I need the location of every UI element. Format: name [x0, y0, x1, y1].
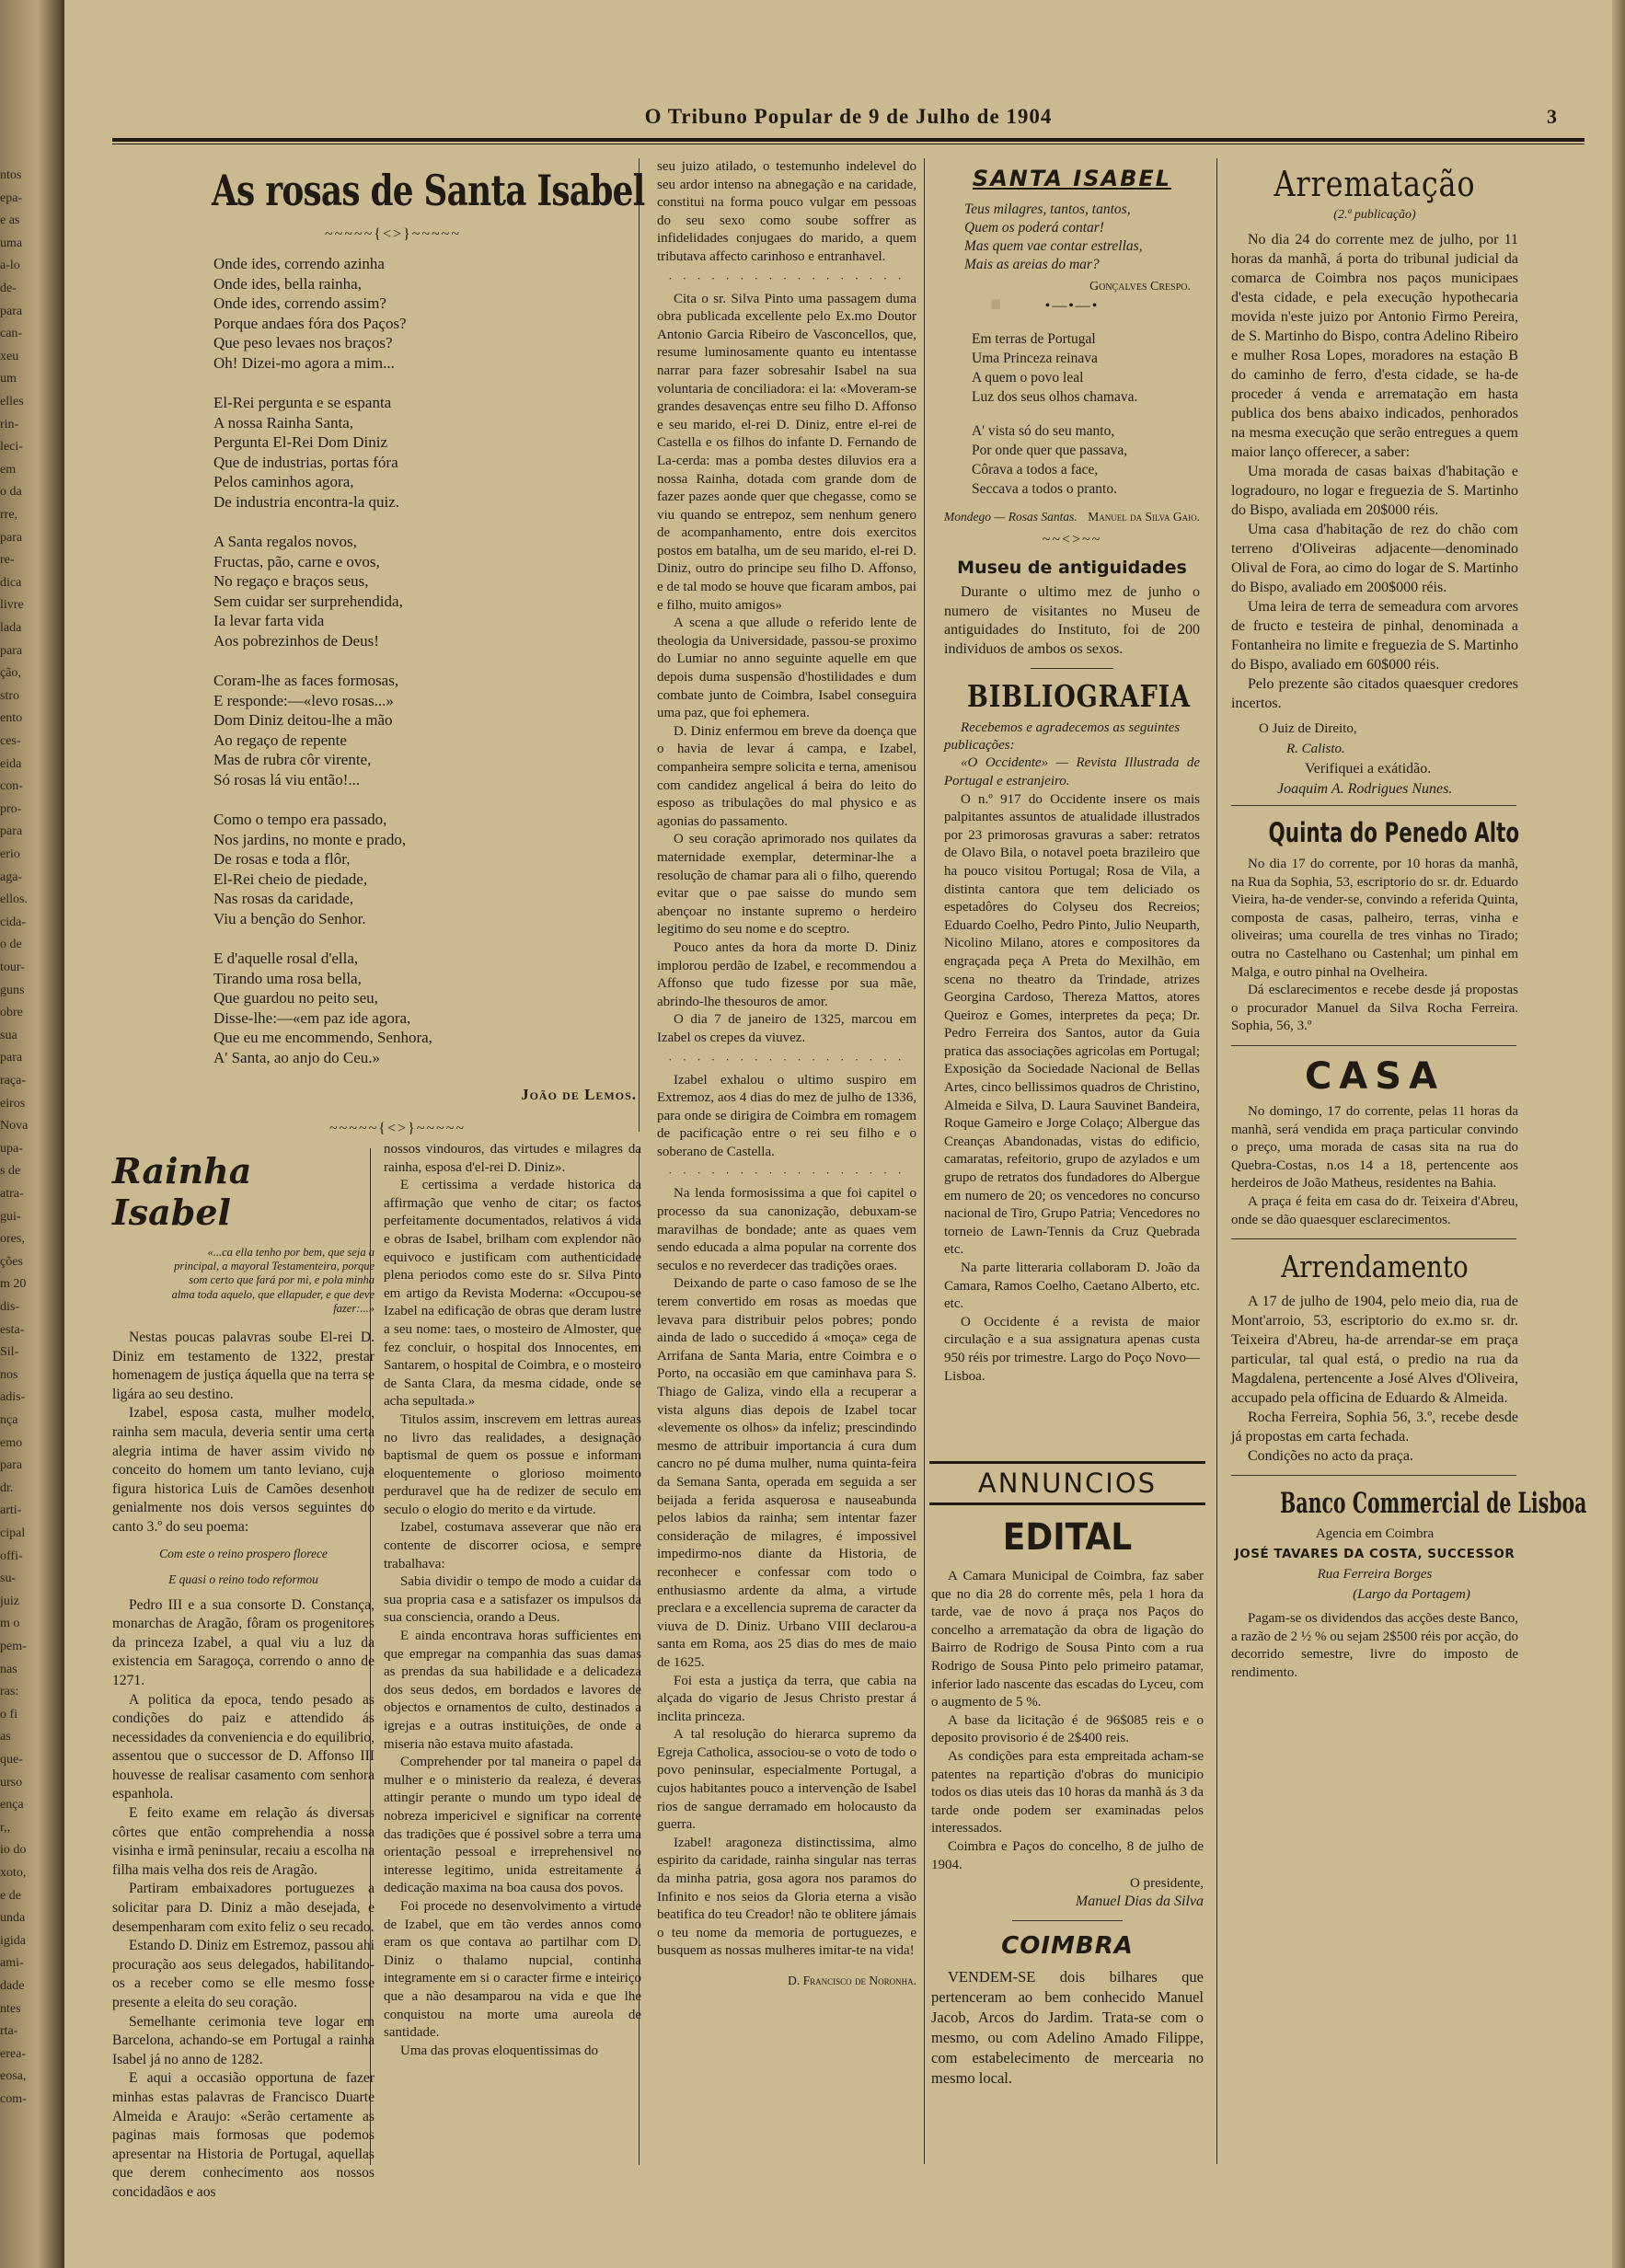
gutter-fragment: s de — [0, 1164, 21, 1179]
paragraph: Comprehender por tal maneira o papel da mulher e o ministerio da realeza, é deveras attingir perante o mundo um typo ideal de nobreza impericivel e significar na corrente das tradições que é possivel sobre a terra uma orientação pessoal e irreprehensivel no interesse legitimo, unida estreitamente á dedicação maxima na boa causa dos povos. — [384, 1755, 641, 1896]
poem-line: E d'aquelle rosal d'ella, — [213, 950, 359, 967]
gutter-fragment: ção, — [0, 666, 21, 681]
gutter-fragment: can- — [0, 327, 23, 341]
poem-source — [944, 510, 1200, 524]
running-head — [112, 101, 1585, 138]
header-rule — [112, 138, 1585, 144]
poem-line: A Santa regalos novos, — [213, 533, 357, 550]
gutter-fragment: con- — [0, 779, 23, 794]
gutter-fragment: cipal — [0, 1526, 26, 1540]
gutter-fragment: ento — [0, 711, 23, 726]
separator-rule — [1031, 668, 1113, 669]
epigraph-line: Teus milagres, tantos, tantos, — [964, 201, 1131, 217]
gutter-fragment: aga- — [0, 869, 23, 884]
poem-line: De industria encontra-la quiz. — [213, 492, 400, 511]
gutter-fragment: ntes — [0, 2001, 21, 2016]
gutter-fragment: nos — [0, 1367, 18, 1382]
edital-title: EDITAL — [1002, 1516, 1133, 1559]
poem-line: De rosas e toda a flôr, — [213, 850, 351, 868]
paragraph: Dá esclarecimentos e recebe desde já propostas o procurador Manuel da Silva Rocha Ferreira. Sophia, 56, 3.º — [1231, 983, 1518, 1034]
ad-title-arrendamento: Arrendamento — [1281, 1249, 1469, 1285]
poem-stanza — [213, 393, 646, 512]
poem-lines — [972, 329, 1200, 499]
banco-street: Rua Ferreira Borges — [1317, 1567, 1433, 1583]
sign-verification: Verifiquei a exátidão. — [1305, 761, 1432, 777]
gutter-fragment: eida — [0, 756, 22, 771]
verse-quote: Com este o reino prospero florece — [159, 1546, 328, 1560]
gutter-fragment: igida — [0, 1933, 26, 1948]
poem-line: Uma Princeza reinava — [972, 351, 1098, 366]
paragraph: Pagam-se os dividendos das acções deste Banco, a razão de 2 ½ % ou sejam 2$500 réis por acção, do decorrido semestre, livre do imposto de rendimento. — [1231, 1611, 1518, 1680]
poem-line: Mas de rubra côr virente, — [213, 751, 372, 768]
gutter-fragment: Sil- — [0, 1345, 19, 1360]
gutter-fragment: uma — [0, 236, 23, 250]
ornament: ~~<>~~ — [1042, 532, 1102, 547]
poem-line: Que de industrias, portas fóra — [213, 453, 398, 471]
gutter-fragment: emo — [0, 1435, 23, 1450]
paragraph: Uma casa d'habitação de rez do chão com terreno d'Oliveiras adjacente—denominado Olival de Fora, ao cimo do logar de S. Martinho do Bispo, avaliado em 200$000 réis. — [1231, 522, 1518, 595]
paragraph: O Occidente é a revista de maior circulação e a sua assignatura apenas custa 950 réis por trimestre. Largo do Poço Novo—Lisboa. — [944, 1314, 1200, 1384]
poem-line: Porque andaes fóra dos Paços? — [213, 314, 407, 332]
article-rainha-isabel-col2 — [375, 1141, 641, 2060]
banco-agency: Agencia em Coimbra — [1315, 1526, 1435, 1542]
poem-line: El-Rei pergunta e se espanta — [213, 394, 392, 411]
article-rainha-isabel-col1 — [112, 1141, 375, 2203]
gutter-fragment: ença — [0, 1798, 24, 1813]
gutter-fragment: lada — [0, 621, 22, 635]
dot-separator: · · · · · · · · · · · · · · · · · — [668, 1166, 905, 1180]
ghost-print: · — [986, 276, 1006, 334]
gutter-fragment: offi- — [0, 1548, 23, 1563]
gutter-fragment: xoto, — [0, 1866, 27, 1880]
gutter-fragment: pro- — [0, 801, 22, 816]
paragraph: A tal resolução do hierarca supremo da Egreja Catholica, associou-se o voto de todo o povo peninsular, especialmente Portugal, a cujos habitantes pouco a intervenção de Isabel rios de sangue derramado em holocausto da guerra. — [657, 1727, 916, 1833]
poem-line: Oh! Dizei-mo agora a mim... — [213, 353, 395, 372]
gutter-fragment: adis- — [0, 1390, 26, 1405]
paragraph: VENDEM-SE dois bilhares que pertenceram ao bem conhecido Manuel Jacob, Arcos do Jardim. Trata-se com o mesmo, ou com Adelino Amado Filippe, com estabelecimento de mercearia no mesmo local. — [931, 1968, 1204, 2088]
gutter-fragment: o fi — [0, 1707, 18, 1721]
paragraph: Izabel, esposa casta, mulher modelo, rainha sem macula, deveria sentir uma certa alegria intima de haver assim vivido no conceito do homem um tanto leviano, cuja figura historica Luis de Camões desenhou genialmente nos dois versos seguintes do canto 3.º do seu poema: — [112, 1405, 375, 1535]
poem-stanza — [213, 532, 646, 650]
gutter-fragment: esta- — [0, 1322, 25, 1337]
gutter-fragment: livre — [0, 598, 24, 613]
paragraph: Durante o ultimo mez de junho o numero de visitantes no Museu de antiguidades do Instituto, foi de 200 individuos de ambos os sexos. — [944, 584, 1200, 657]
bibliografia-subtitle: Recebemos e agradecemos as seguintes publicações: — [944, 720, 1181, 754]
gutter-fragment: atra- — [0, 1187, 24, 1201]
gutter-fragment: ores, — [0, 1232, 25, 1247]
paragraph: No dia 17 do corrente, por 10 horas da manhã, na Rua da Sophia, 53, escriptorio do sr. dr. Eduardo Vieira, ha-de vender-se, convindo a referida Quinta, composta de casas, palheiro, terras, vinha e oliveiras; uma courella de tres vinhas no Tirado; outra no Castelhano ou Castenhal; um pinhal em Malga, e outro pinhal na Ovelheira. — [1231, 857, 1518, 980]
paragraph: A praça é feita em casa do dr. Teixeira d'Abreu, onde se dão quaesquer esclarecimentos. — [1231, 1193, 1518, 1227]
gutter-fragment: pem- — [0, 1640, 27, 1653]
gutter-fragment: ntos — [0, 168, 22, 182]
gutter-fragment: um — [0, 372, 17, 386]
gutter-fragment: para — [0, 643, 23, 658]
gutter-fragment: ellos. — [0, 892, 28, 907]
gutter-fragment: urso — [0, 1775, 23, 1790]
poem-line: Viu a benção do Senhor. — [213, 909, 366, 927]
gutter-fragment: arti- — [0, 1503, 22, 1518]
gutter-fragment: para — [0, 1051, 23, 1065]
poem-line: Coram-lhe as faces formosas, — [213, 672, 399, 689]
paragraph: No domingo, 17 do corrente, pelas 11 horas da manhã, será vendida em praça particular convindo o preço, uma morada de casas sita na rua do Quebra-Costas, n.os 14 a 18, pertencente aos herdeiros de João Matheus, residentes na Bahia. — [1231, 1103, 1518, 1192]
section-title-bibliografia: BIBLIOGRAFIA — [967, 678, 1191, 715]
page-number: 3 — [1547, 105, 1557, 128]
gutter-fragment: Nova — [0, 1119, 29, 1134]
gutter-fragment: xeu — [0, 349, 19, 363]
gutter-fragment: rta- — [0, 2024, 18, 2039]
gutter-fragment: rin- — [0, 417, 19, 432]
gutter-fragment: nas — [0, 1662, 17, 1676]
poem-line: Como o tempo era passado, — [213, 811, 387, 828]
gutter-fragment: de- — [0, 282, 17, 295]
poem-line: A' Santa, ao anjo do Ceu.» — [213, 1048, 381, 1066]
gutter-fragment: o de — [0, 938, 22, 952]
gutter-fragment: dr. — [0, 1480, 14, 1495]
poem-line: Seccava a todos o pranto. — [972, 481, 1117, 497]
poem-author: João de Lemos. — [521, 1086, 637, 1103]
edital-sign-role: O presidente, — [1130, 1876, 1204, 1892]
poem-stanza — [213, 810, 646, 928]
separator-rule — [1012, 1920, 1123, 1921]
paragraph: A Camara Municipal de Coimbra, faz saber que no dia 28 do corrente mês, pela 1 hora da tarde, vae de novo á praça nos Paços do concelho a arrematação da obra de ligação do Bairro de Rodrigo de Sousa Pinto com a rua Rodrigo de Sousa Pinto pelo primeiro patamar, inferior lado nascente das escadas do Lyceu, com o augmento de 5 %. — [931, 1569, 1204, 1710]
epigraph-line: Mas quem vae contar estrellas, — [964, 238, 1143, 254]
gutter-fragment: juiz — [0, 1594, 19, 1608]
article-signature: D. Francisco de Noronha. — [788, 1974, 916, 1987]
poem-line: Ao regaço de repente — [213, 731, 347, 749]
paragraph: A scena a que allude o referido lente de theologia da Universidade, passou-se proximo do Lumiar no anno seguinte aquelle em que depois duma suspensão d'hostilidades e dum combate junto de Coimbra, Isabel conseguira uma paz, que foi ephemera. — [657, 616, 916, 721]
poem-line: Tirando uma rosa bella, — [213, 969, 362, 987]
paragraph: Partiram embaixadores portuguezes a solicitar para D. Diniz a mão desejada, e desempenharam com exito feliz o seu recado. — [112, 1881, 375, 1935]
gutter-fragment: as — [0, 1730, 11, 1744]
gutter-fragment: ami- — [0, 1956, 24, 1971]
paragraph: Foi esta a justiça da terra, que cabia na alçada do vigario de Jesus Christo prestar á inclita princeza. — [657, 1673, 916, 1724]
edital-body — [924, 1568, 1211, 1911]
separator-rule — [1231, 1238, 1516, 1239]
gutter-fragment: e as — [0, 213, 20, 228]
epigraph-line: Mais as areias do mar? — [964, 257, 1100, 272]
article-epigraph: «...ca ella tenho por bem, que seja a principal, a mayoral Testamenteira, porque som certo que fará por mi, e pola minha alma toda aquelo, que ellapuder, e que deve fazer:...» — [171, 1246, 375, 1315]
ad-title-quinta: Quinta do Penedo Alto — [1268, 817, 1520, 848]
ad-title-casa: CASA — [1304, 1054, 1446, 1098]
paragraph: No dia 24 do corrente mez de julho, por 11 horas da manhã, á porta do tribunal judicial da comarca de Coimbra nos paços municipaes d'esta cidade, e pela execução hypothecaria movida n'este juizo por Antonio Firmo Pereira, de S. Martinho do Bispo, contra Adelino Ribeiro e mulher Rosa Lopes, moradores na estação B do caminho de ferro, d'esta cidade, se ha-de proceder á venda e arrematação em hasta publica dos bens abaixo indicados, penhorados na mesma execução que serão entregues a quem maior lanço offerecer, a saber: — [1231, 232, 1518, 460]
previous-page-gutter — [0, 0, 64, 2268]
gutter-fragment: com- — [0, 2092, 27, 2106]
poem-line: Pelos caminhos agora, — [213, 473, 354, 490]
poem-stanza — [213, 671, 646, 789]
gutter-fragment: sua — [0, 1028, 17, 1042]
gutter-fragment: que- — [0, 1753, 23, 1767]
gutter-fragment: nça — [0, 1413, 18, 1427]
gutter-fragment: dica — [0, 575, 22, 590]
poem-line: A nossa Rainha Santa, — [213, 413, 354, 432]
paragraph: nossos vindouros, das virtudes e milagres da rainha, esposa d'el-rei D. Diniz». — [384, 1142, 641, 1175]
paragraph: A base da licitação é de 96$085 reis e o deposito provisorio é de 2$400 reis. — [931, 1712, 1204, 1746]
gutter-fragment: para — [0, 304, 23, 318]
gutter-fragment: upa- — [0, 1141, 23, 1156]
gutter-fragment: re- — [0, 553, 15, 568]
poem-line: Ia levar farta vida — [213, 612, 325, 629]
poem-line: Nos jardins, no monte e prado, — [213, 830, 407, 848]
gutter-fragment: elles — [0, 395, 24, 409]
gutter-fragment: tour- — [0, 961, 25, 974]
gutter-fragment: em — [0, 462, 17, 477]
paragraph: E feito exame em relação ás diversas côrtes que então comprehendia a nossa visinha e irmã peninsular, recaiu a escolha na filha mais velha dos reis de Aragão. — [112, 1805, 375, 1878]
poem-line: Em terras de Portugal — [972, 331, 1096, 347]
poem-line: A quem o povo leal — [972, 370, 1084, 386]
paragraph: Semelhante cerimonia teve logar em Barcelona, achando-se em Portugal a rainha Isabel já no anno de 1282. — [112, 2013, 375, 2067]
poem-line: Pergunta El-Rei Dom Diniz — [213, 433, 388, 451]
epigraph-author: Gonçalves Crespo. — [1089, 280, 1191, 294]
epigraph-line: Quem os poderá contar! — [964, 220, 1104, 236]
poem-line: Que eu me encommendo, Senhora, — [213, 1029, 432, 1046]
gutter-fragment: raça- — [0, 1074, 26, 1088]
poem-line: Aos pobrezinhos de Deus! — [213, 631, 379, 650]
paragraph: D. Diniz enfermou em breve da doença que o havia de levar á campa, e Izabel, companheira sempre solicita e terna, amenisou com candidez angelical á beira do leito do esposo as tribulações do mal physico e as agonias do passamento. — [657, 723, 916, 829]
paragraph: Uma morada de casas baixas d'habitação e logradouro, no logar e freguezia de S. Martinho do Bispo, avaliada em 20$000 réis. — [1231, 464, 1518, 518]
sign-name: Joaquim A. Rodrigues Nunes. — [1277, 781, 1453, 797]
paragraph: Pedro III e a sua consorte D. Constança, monarchas de Aragão, fôram os progenitores da princeza Izabel, a qual viu a luz da existencia em Saragoça, correndo o anno de 1271. — [112, 1596, 375, 1688]
gutter-fragment: erio — [0, 847, 20, 861]
column-santa-isabel — [931, 158, 1207, 1386]
article-rainha-isabel-continued — [644, 158, 920, 1988]
poem-stanzas — [213, 254, 646, 1088]
paragraph: Foi procede no desenvolvimento a virtude de Izabel, que em tão verdes annos como eram os que contava ao partilhar com D. Diniz o thalamo nupcial, continha integramente em si o caracter firme e inteiriço que a não desamparou na vida e que lhe conquistou na morte uma aureola de santidade. — [384, 1898, 641, 2041]
gutter-fragment: eosa, — [0, 2069, 27, 2084]
gutter-fragment: erea- — [0, 2046, 26, 2061]
column-rule — [1216, 158, 1217, 2164]
verse-quote: E quasi o reino todo reformou — [168, 1571, 318, 1586]
ad-title-arrematacao: Arrematação — [1273, 164, 1476, 204]
dot-separator: · · · · · · · · · · · · · · · · · — [668, 1052, 905, 1066]
gutter-fragment: ras: — [0, 1685, 19, 1699]
paragraph: A 17 de julho de 1904, pelo meio dia, rua de Mont'arroio, 53, escriptorio do ex.mo sr. dr. Teixeira d'Abreu, ha-de arrendar-se em praça particular, tal qual está, o predio na rua da Magdalena, pertencente a José Alves d'Oliveira, accupado pela officina de Eduardo & Almeida. — [1231, 1294, 1518, 1407]
paragraph: Na parte litteraria collaboram D. João da Camara, Ramos Coelho, Caetano Alberto, etc. etc. — [944, 1261, 1200, 1312]
paragraph: Nestas poucas palavras soube El-rei D. Diniz em testamento de 1322, prestar homenagem de justiça áquella que na terra se ligára ao seu destino. — [112, 1330, 375, 1402]
gutter-fragment: su- — [0, 1571, 17, 1586]
ad-title-banco: Banco Commercial de Lisboa — [1280, 1487, 1587, 1521]
paragraph: Deixando de parte o caso famoso de se lhe terem convertido em rosas as moedas que levava para distribuir pelos pobres; pondo ainda de lado o succedido á «moça» cega de Arrifana de Santa Maria, entre Coimbra e o Porto, na occasião em que caminhava para S. Thiago de Galiza, vindo ella a recuperar a vista alguns dias depois de Izabel tocar «levemente os olhos» da infeliz; prescindindo mesmo de attribuir importancia á cura dum cancro no pé duma mulher, numa quinta-feira da Semana Santa, operada em seguida a ser beijada a ferida asquerosa e nauseabunda pelos labios da rainha; sem intentar fazer consideração de milagres, é impossivel impedirmo-nos diante da Historia, de reconhecer e confessar com todo o enthusiasmo ardente da alma, a virtude preclara e a excellencia suprema de caracter da viuva de D. Diniz. Urbano VIII declarou-a santa em Roma, aos 25 dias do mes de maio de 1625. — [657, 1276, 916, 1670]
paragraph: E certissima a verdade historica da affirmação que venho de citar; os factos perfeitamente documentados, relativos á vida e obras de Isabel, brilham com explendor não equivoco e justificam com authenticidade plena periodos como este do sr. Silva Pinto em artigo da Revista Moderna: «Occupou-se Izabel na edificação de obras que deram lustre a seu nome: taes, o mosteiro de Almoster, que fez concluir, o hospital dos Innocentes, em Santarem, o hospital de Coimbra, e o mosteiro de Santa Clara, da mesma cidade, onde se acha sepultada.» — [384, 1178, 641, 1410]
gutter-fragment: a-lo — [0, 259, 20, 273]
poem-line: Por onde quer que passava, — [972, 443, 1128, 458]
poem-line: Onde ides, correndo assim? — [213, 294, 386, 312]
paragraph: Izabel! aragoneza distinctissima, almo espirito da caridade, rainha singular nas terras da minha patria, gosa agora nos paramos do Infinito e nos seios da Gloria eterna a visão beatifica do teu Creador! não te oblitere jámais o teu nome da memoria de portuguezes, e busquem as nossas mulheres imitar-te na vida! — [657, 1835, 916, 1959]
paragraph: O n.º 917 do Occidente insere os mais palpitantes assuntos de atualidade illustrados por 23 primorosas gravuras a saber: retratos de Olavo Bila, o notavel poeta brazileiro que ha pouco visitou Portugal; Rosa de Vila, a distinta cantora que tem deliciado os espetadôres do Colyseu dos Recreios; Eduardo Coelho, Pedro Pinto, Julio Neuparth, Nicolino Milano, atores e compositores da engraçada peça A Preta do Mexilhão, em scena no theatro da Trindade, atrizes Georgina Cardoso, Thereza Mattos, atores Queiroz e Gomes, interpretes da peça; Dr. Pedro Ferreira dos Santos, autor da Guia pratica das associações agricolas em Portugal; Exposição da Sociedade Nacional de Bellas Artes, cinco bellissimos quadros de Christino, Almeida e Silva, D. Laura Sauvinet Bandeira, Roque Gameiro e Jorge Colaço; Albergue das Creanças Abandonadas, vistas do edificio, camaratas, refeitorio, grupo de azylados e um grupo de retratos dos fundadores do Albergue em numero de 20; os vencedores no concurso nacional de Tiro, Grupo Patria; Vencedores no torneio de Lawn-Tennis da Cruz Quebrada etc. — [944, 791, 1200, 1258]
poem-line: No regaço e braços seus, — [213, 572, 369, 590]
gutter-fragment: para — [0, 824, 23, 839]
paragraph: Cita o sr. Silva Pinto uma passagem duma obra publicada excellente pelo Ex.mo Doutor Antonio Garcia Ribeiro de Vasconcellos, que, resume luminosamente quanto eu intentasse narrar para fazer sobresahir Isabel na sua voluntaria de conciliadora: ei la: «Moveram-se grandes desavenças entre seu filho D. Affonso e seu marido, el-rei D. Diniz, entre el-rei de Castella e os filhos do infante D. Fernando de La-cerda: mas a pomba destes diluvios era a nossa Rainha, dotada com grande dom de fazer pazes aonde quer que chegasse, como se viu quando se entrepoz, sem nenhum genero de acompanhamento, entre dois exercitos postos em batalha, um de seu marido, el-rei D. Diniz, outro do principe seu filho D. Affonso, e de tal modo se houve que ficaram ambos, pai e filho, muito amigos» — [657, 291, 916, 613]
paragraph: O dia 7 de janeiro de 1325, marcou em Izabel os crepes da viuvez. — [657, 1012, 916, 1045]
paragraph: Uma leira de terra de semeadura com arvores de fructo e testeira de pinhal, denominada a Fontanheira no limite e freguezia de S. Martinho do Bispo, avaliado em 60$000 réis. — [1231, 599, 1518, 673]
paragraph: E ainda encontrava horas sufficientes em que empregar na companhia das suas damas as prendas da sua habilidade e a delicadeza dos seus dedos, em bordados e lavores de objectos e ornamentos de culto, destinados a igrejas e a outras instituições, de onde a miseria não estava muito afastada. — [384, 1629, 641, 1752]
annuncios-section — [924, 1461, 1211, 2089]
section-title-annuncios: ANNUNCIOS — [929, 1461, 1205, 1505]
paragraph: E aqui a occasião opportuna de fazer minhas estas palavras de Francisco Duarte Almeida e Araujo: «Serão certamente as paginas mais formosas que podemos apresentar na Historia de Portugal, aquellas que derem conhecimento aos nossos concidadãos e aos — [112, 2070, 375, 2200]
gutter-fragment: ções — [0, 1254, 23, 1269]
paragraph: Coimbra e Paços do concelho, 8 de julho de 1904. — [931, 1838, 1204, 1872]
poem-line: Dom Diniz deitou-lhe a mão — [213, 711, 393, 729]
poem-stanza — [213, 254, 646, 373]
paragraph: Rocha Ferreira, Sophia 56, 3.º, recebe desde já propostas em carta fechada. — [1231, 1410, 1518, 1445]
ornament: •—•—• — [1044, 298, 1100, 314]
poem-line: Côrava a todos a face, — [972, 462, 1099, 478]
poem-line: Que guardou no peito seu, — [213, 989, 378, 1007]
gutter-fragment: stro — [0, 688, 19, 703]
banco-agent: JOSÉ TAVARES DA COSTA, SUCCESSOR — [1234, 1547, 1516, 1562]
paragraph: Estando D. Diniz em Estremoz, passou ahi procuração aos seus delegados, habilitando-os a receber como se elle mesmo fosse presente a eleita do seu coração. — [112, 1938, 375, 2011]
stanza-gap — [972, 407, 1200, 421]
ornament: ~~~~~{<>}~~~~~ — [329, 1121, 466, 1136]
poem-stanza — [213, 949, 646, 1067]
section-title-museu: Museu de antiguidades — [957, 558, 1187, 578]
poem-line: Nas rosas da caridade, — [213, 890, 353, 907]
gutter-fragment: m o — [0, 1617, 20, 1631]
paragraph: Pouco antes da hora da morte D. Diniz implorou perdão de Izabel, e recommendou a Affonso que tudo fizesse por sua mãe, abrindo-lhe thesouros de amor. — [657, 939, 916, 1009]
gutter-fragment: epa- — [0, 190, 23, 205]
gutter-fragment: unda — [0, 1911, 26, 1926]
paragraph: Na lenda formosissima a que foi capitel o processo da sua canonização, debuxam-se maravilhas de bondade; ante as quaes vem sendo educada a alma popular na corrente dos seculos e no reverdecer das tradições oraes. — [657, 1186, 916, 1273]
article-title: Rainha Isabel — [112, 1150, 252, 1233]
paragraph: Izabel exhalou o ultimo suspiro em Extremoz, aos 4 dias do mez de julho de 1336, para onde se dirigira de Coimbra em romagem de pacificação entre o rei seu filho e o soberano de Castella. — [657, 1072, 916, 1159]
dot-separator: · · · · · · · · · · · · · · · · · — [668, 271, 905, 285]
poem-line: Disse-lhe:—«em paz ide agora, — [213, 1008, 411, 1027]
poem-line: E responde:—«levo rosas...» — [213, 691, 394, 709]
gutter-fragment: io do — [0, 1843, 27, 1858]
poem-line: Luz dos seus olhos chamava. — [972, 389, 1138, 405]
paragraph: O seu coração aprimorado nos quilates da maternidade exemplar, determinar-lhe a resolução de chamar para ali o filho, querendo evitar que o pae saisse do mundo sem abençoar no instante supremo o herdeiro legitimo do seu nome e do sceptro. — [657, 832, 916, 938]
ad-title-coimbra: COIMBRA — [1001, 1932, 1134, 1961]
gutter-fragment: gui- — [0, 1209, 21, 1224]
gutter-fragment: m 20 — [0, 1277, 27, 1292]
ad-body-coimbra — [924, 1967, 1211, 2089]
edital-sign-name: Manuel Dias da Silva — [1075, 1894, 1204, 1910]
poem-epigraph — [964, 201, 1200, 274]
poem-title: As rosas de Santa Isabel — [212, 166, 645, 215]
page-edge — [1612, 0, 1625, 2268]
paragraph: Titulos assim, inscrevem em lettras aureas no livro das realidades, a designação baptismal de quem os possue e informam eloquentemente o glorioso moimento perduravel que ha de redizer de seculo em seculo o elogio do merito e da virtude. — [384, 1411, 641, 1517]
gutter-fragment: o da — [0, 485, 22, 500]
gutter-fragment: dade — [0, 1979, 25, 1993]
paragraph: Pelo prezente são citados quaesquer credores incertos. — [1231, 676, 1518, 711]
gutter-fragment: r,, — [0, 1820, 11, 1835]
gutter-fragment: ces- — [0, 734, 21, 748]
gutter-fragment: para — [0, 1458, 23, 1473]
gutter-fragment: obre — [0, 1006, 23, 1020]
poem-line: Onde ides, bella rainha, — [213, 274, 362, 293]
poem-line: Sem cuidar ser surprehendida, — [213, 592, 403, 610]
poem-line: El-Rei cheio de piedade, — [213, 869, 368, 888]
poem-line: Só rosas lá viu então!... — [213, 770, 361, 789]
gutter-fragment: para — [0, 530, 23, 545]
poem-line: Que peso levaes nos braços? — [213, 334, 393, 351]
gutter-fragment: cida- — [0, 915, 26, 929]
section-title-santa-isabel: SANTA ISABEL — [972, 166, 1172, 191]
gutter-fragment: eiros — [0, 1096, 26, 1111]
gutter-fragment: leci- — [0, 440, 23, 455]
paragraph: Condições no acto da praça. — [1248, 1448, 1413, 1465]
poem-rosas-santa-isabel — [112, 158, 674, 1115]
poem-line: A' vista só do seu manto, — [972, 423, 1115, 439]
paragraph: seu juizo atilado, o testemunho indelevel do seu ardor intenso na abnegação e na caridade, constitui na forma pouco vulgar em pessoas do seu sexo como soube soffrer as infidelidades conjugaes do marido, a quem tributava affecto carinhoso e entranhavel. — [657, 159, 916, 264]
poem-line: Fructas, pão, carne e ovos, — [213, 552, 380, 570]
banco-location: (Largo da Portagem) — [1353, 1587, 1470, 1603]
separator-rule — [1231, 1045, 1516, 1046]
sign-name: R. Calisto. — [1286, 742, 1345, 756]
separator-rule — [1231, 1475, 1516, 1476]
paragraph: Uma das provas eloquentissimas do — [400, 2043, 598, 2058]
paragraph: A politica da epoca, tendo pesado as condições do paiz e attendido ás necessidades da conveniencia e do equilibrio, assentou que o successor de D. Affonso III houvesse de realisar casamento com senhora espanhola. — [112, 1691, 375, 1802]
paragraph: Sabia dividir o tempo de modo a cuidar da sua propria casa e a satisfazer os impulsos da sua consciencia, orando a Deus. — [384, 1574, 641, 1626]
gutter-fragment: dis- — [0, 1300, 19, 1314]
paragraph: As condições para esta empreitada acham-se patentes na repartição d'obras do municipio todos os dias uteis das 10 horas da manhã ás 3 da tarde onde podem ser examinadas pelos interessados. — [931, 1748, 1204, 1836]
ad-subtitle: (2.ª publicação) — [1333, 208, 1416, 222]
running-title: O Tribuno Popular de 9 de Julho de 1904 — [644, 105, 1053, 128]
newspaper-page — [66, 0, 1612, 2268]
paragraph: Izabel, costumava asseverar que não era contente de discorrer ociosa, e sempre trabalhava: — [384, 1520, 641, 1571]
gutter-fragment: rre, — [0, 508, 18, 522]
poem-source-title: Mondego — Rosas Santas. — [944, 510, 1078, 524]
column-ads-right — [1224, 158, 1587, 1682]
ornament: ~~~~~{<>}~~~~~ — [325, 226, 461, 242]
sign-role: O Juiz de Direito, — [1259, 721, 1357, 736]
poem-line: Onde ides, correndo azinha — [213, 255, 385, 272]
gutter-fragment: guns — [0, 983, 25, 997]
separator-rule — [1231, 805, 1516, 806]
gutter-fragment: e de — [0, 1888, 21, 1903]
paragraph: «O Occidente» — Revista Illustrada de Portugal e estranjeiro. — [944, 755, 1200, 789]
poem-source-author: Manuel da Silva Gaio. — [1088, 510, 1200, 524]
